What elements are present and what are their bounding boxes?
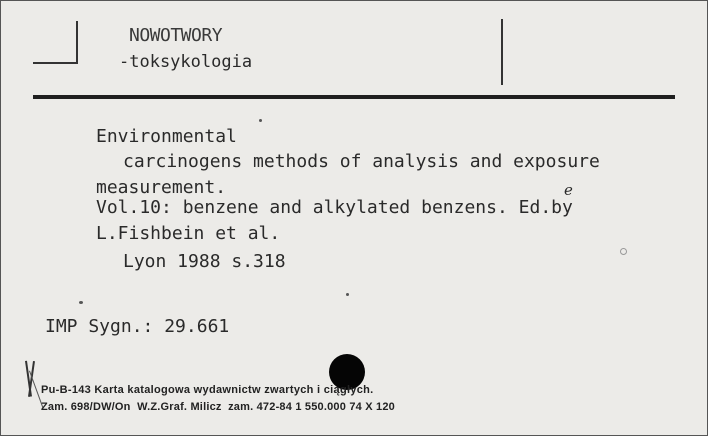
footer-print-line: Zam. 698/DW/On W.Z.Graf. Milicz zam. 472-84 1 550.000 74 X 120 bbox=[41, 401, 395, 413]
entry-line-6: Lyon 1988 s.318 bbox=[123, 251, 286, 272]
call-number bbox=[45, 316, 229, 337]
entry-line-3: measurement. bbox=[96, 177, 227, 198]
call-number-label: IMP Sygn.: bbox=[45, 316, 154, 337]
ink-speck bbox=[620, 248, 627, 255]
ink-speck bbox=[79, 301, 83, 304]
entry-line-4: Vol.10: benzene and alkylated benzens. Ed.by bbox=[96, 197, 573, 218]
entry-line-5: L.Fishbein et al. bbox=[96, 223, 281, 244]
footer-form-line: Pu-B-143 Karta katalogowa wydawnictw zwartych i ciągłych. bbox=[41, 384, 374, 396]
call-number-value: 29.661 bbox=[164, 316, 230, 337]
header-rule bbox=[33, 95, 675, 99]
ink-speck bbox=[346, 293, 349, 296]
subject-subheading: -toksykologia bbox=[119, 52, 253, 72]
corner-mark-vertical bbox=[76, 21, 78, 63]
handwritten-correction: e bbox=[564, 181, 573, 199]
header-divider bbox=[501, 19, 503, 85]
corner-mark-horizontal bbox=[33, 62, 78, 64]
subject-heading: NOWOTWORY bbox=[129, 25, 223, 46]
entry-line-1: Environmental bbox=[96, 126, 237, 147]
entry-line-2: carcinogens methods of analysis and exposure bbox=[123, 151, 600, 172]
ink-speck bbox=[259, 119, 262, 122]
